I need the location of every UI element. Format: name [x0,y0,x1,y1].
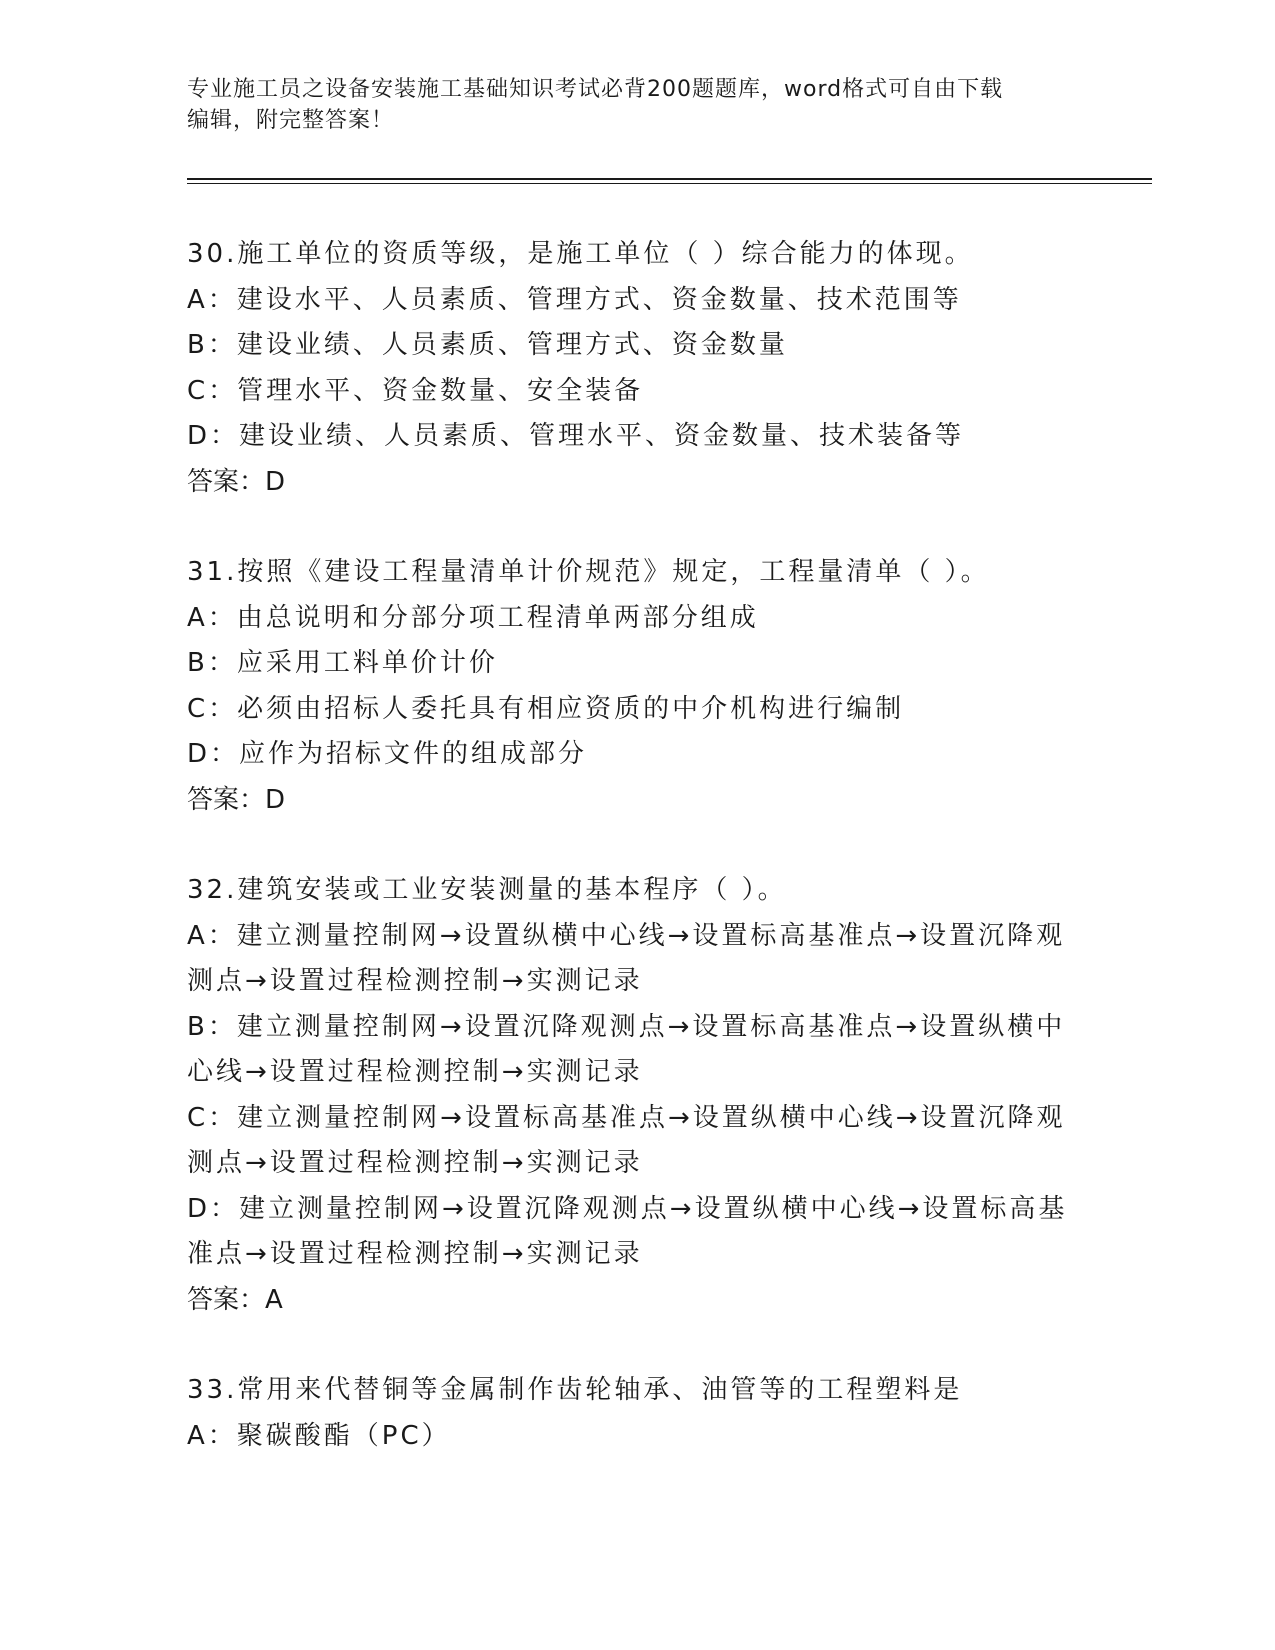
option-d: D：建立测量控制网→设置沉降观测点→设置纵横中心线→设置标高基 [187,1193,1068,1224]
question-stem: 31.按照《建设工程量清单计价规范》规定，工程量清单（ ）。 [187,557,990,587]
option-d: D：建设业绩、人员素质、管理水平、资金数量、技术装备等 [187,421,965,451]
question-33 [187,1368,1087,1459]
option-a: A：建设水平、人员素质、管理方式、资金数量、技术范围等 [187,284,962,315]
question-32 [187,868,1087,1323]
option-c: C：建立测量控制网→设置标高基准点→设置纵横中心线→设置沉降观 [187,1102,1066,1133]
question-list [187,232,1087,1504]
option-a: A：由总说明和分部分项工程清单两部分组成 [187,602,759,633]
question-stem: 32.建筑安装或工业安装测量的基本程序（ ）。 [187,875,787,905]
option-d-cont: 准点→设置过程检测控制→实测记录 [187,1239,643,1269]
header-divider [187,178,1152,180]
option-c-cont: 测点→设置过程检测控制→实测记录 [187,1148,643,1178]
question-30 [187,232,1087,505]
option-a: A：建立测量控制网→设置纵横中心线→设置标高基准点→设置沉降观 [187,920,1066,951]
option-c: C：必须由招标人委托具有相应资质的中介机构进行编制 [187,693,905,724]
answer: 答案：D [187,466,286,497]
option-b-cont: 心线→设置过程检测控制→实测记录 [187,1057,643,1087]
option-d: D：应作为招标文件的组成部分 [187,739,588,769]
answer: 答案：A [187,1284,283,1315]
answer: 答案：D [187,784,286,815]
header-divider-thin [187,183,1152,184]
question-31 [187,550,1087,823]
header-line-1: 专业施工员之设备安装施工基础知识考试必背200题题库，word格式可自由下载 [187,77,1004,102]
option-b: B：应采用工料单价计价 [187,648,498,678]
header-line-2: 编辑，附完整答案！ [187,108,395,133]
option-a-cont: 测点→设置过程检测控制→实测记录 [187,966,643,996]
option-b: B：建设业绩、人员素质、管理方式、资金数量 [187,330,788,360]
question-stem: 30.施工单位的资质等级，是施工单位（ ）综合能力的体现。 [187,239,974,269]
option-c: C：管理水平、资金数量、安全装备 [187,375,644,406]
option-a: A：聚碳酸酯（PC） [187,1420,451,1451]
option-b: B：建立测量控制网→设置沉降观测点→设置标高基准点→设置纵横中 [187,1011,1066,1042]
question-stem: 33.常用来代替铜等金属制作齿轮轴承、油管等的工程塑料是 [187,1375,963,1405]
document-header [187,74,1067,136]
